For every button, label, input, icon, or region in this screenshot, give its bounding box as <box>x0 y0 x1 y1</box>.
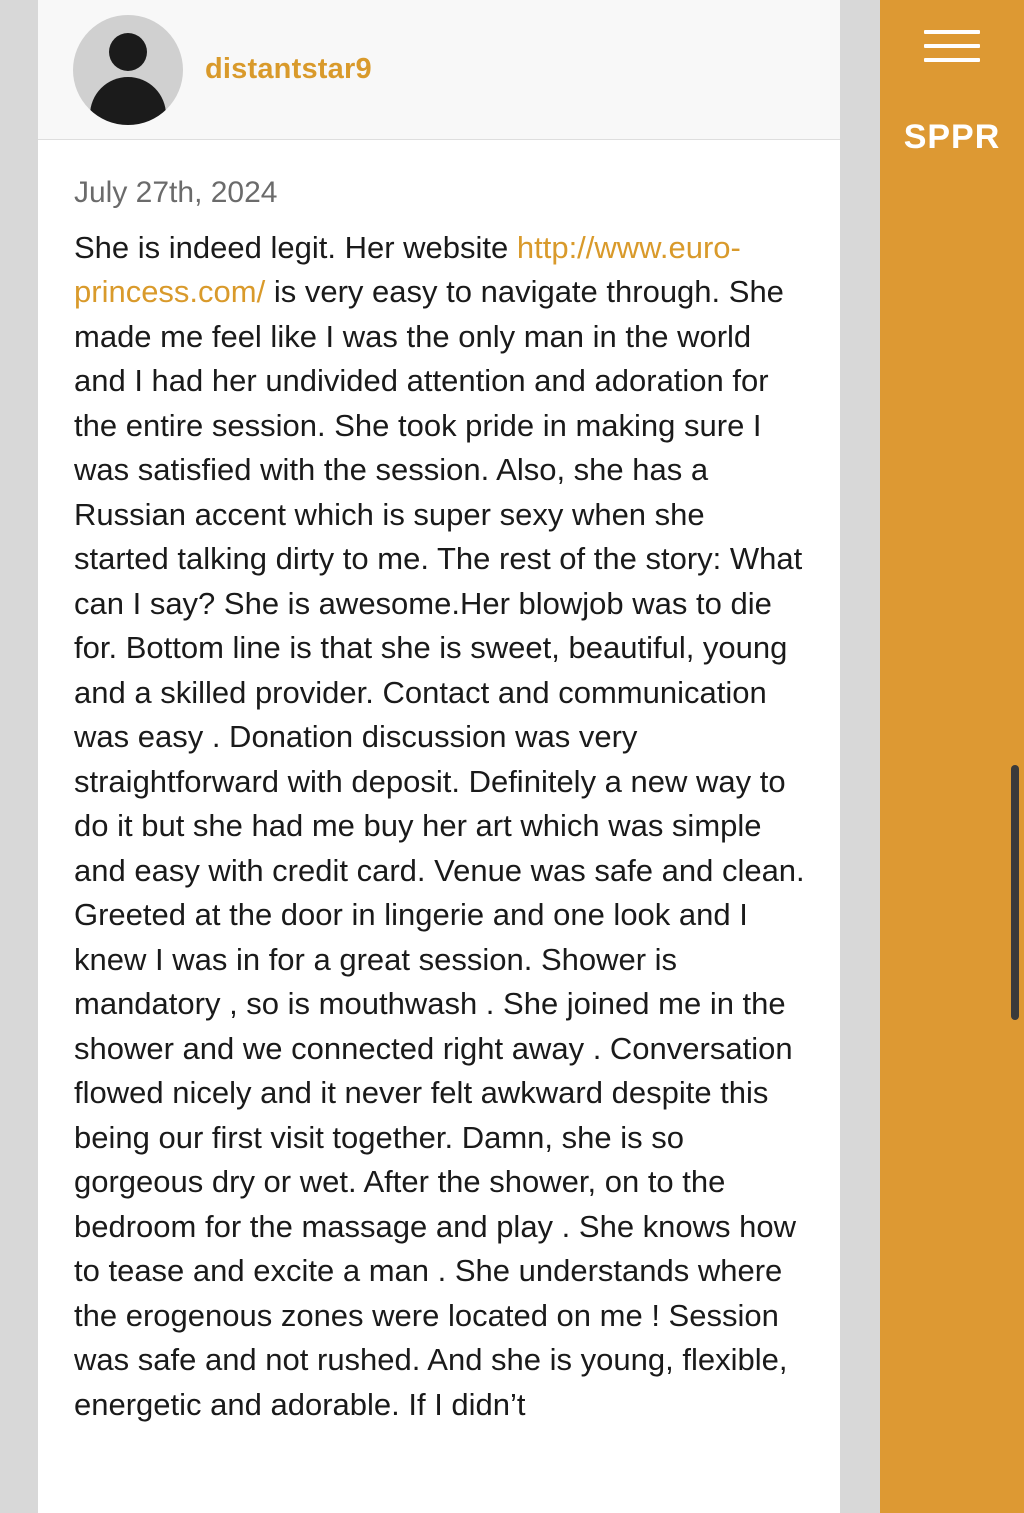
review-website-link[interactable]: http://www.euro-princess.com/ <box>74 229 741 309</box>
menu-bar-2 <box>924 44 980 48</box>
post-body <box>38 140 840 1427</box>
post-text-before-link: She is indeed legit. Her website <box>74 229 517 265</box>
vertical-scrollbar-track[interactable] <box>1011 0 1019 1513</box>
avatar-head-shape <box>109 33 147 71</box>
post-text <box>74 226 806 1428</box>
menu-bar-3 <box>924 58 980 62</box>
menu-bar-1 <box>924 30 980 34</box>
right-sidebar <box>880 0 1024 1513</box>
left-gutter <box>0 0 38 1513</box>
hamburger-menu-icon[interactable] <box>924 30 980 74</box>
avatar-body-shape <box>90 77 166 125</box>
vertical-scrollbar-thumb[interactable] <box>1011 765 1019 1020</box>
user-avatar-icon[interactable] <box>73 15 183 125</box>
site-brand-logo[interactable]: SPPR <box>903 118 1001 156</box>
review-post-card <box>38 0 840 1513</box>
post-text-after-link: is very easy to navigate through. She made me feel like I was the only man in the world and I had her undivided attention and adoration for the entire session. She took pride in making sure I was satisfied with the session. Also, she has a Russian accent which is super sexy when she started talking dirty to me. The rest of the story: What can I say? She is awesome.Her blowjob was to die for. Bottom line is that she is sweet, beautiful, young and a skilled provider. Contact and communication was easy . Donation discussion was very straightforward with deposit. Definitely a new way to do it but she had me buy her art which was simple and easy with credit card. Venue was safe and clean. Greeted at the door in lingerie and one look and I knew I was in for a great session. Shower is mandatory , so is mouthwash . She joined me in the shower and we connected right away . Conversation flowed nicely and it never felt awkward despite this being our first visit together. Damn, she is so gorgeous dry or wet. After the shower, on to the bedroom for the massage and play . She knows how to tease and excite a man . She understands where the erogenous zones were located on me ! Session was safe and not rushed. And she is young, flexible, energetic and adorable. If I didn’t <box>74 274 805 1422</box>
post-username[interactable]: distantstar9 <box>205 53 372 85</box>
post-header <box>38 0 840 140</box>
post-date: July 27th, 2024 <box>74 176 278 209</box>
